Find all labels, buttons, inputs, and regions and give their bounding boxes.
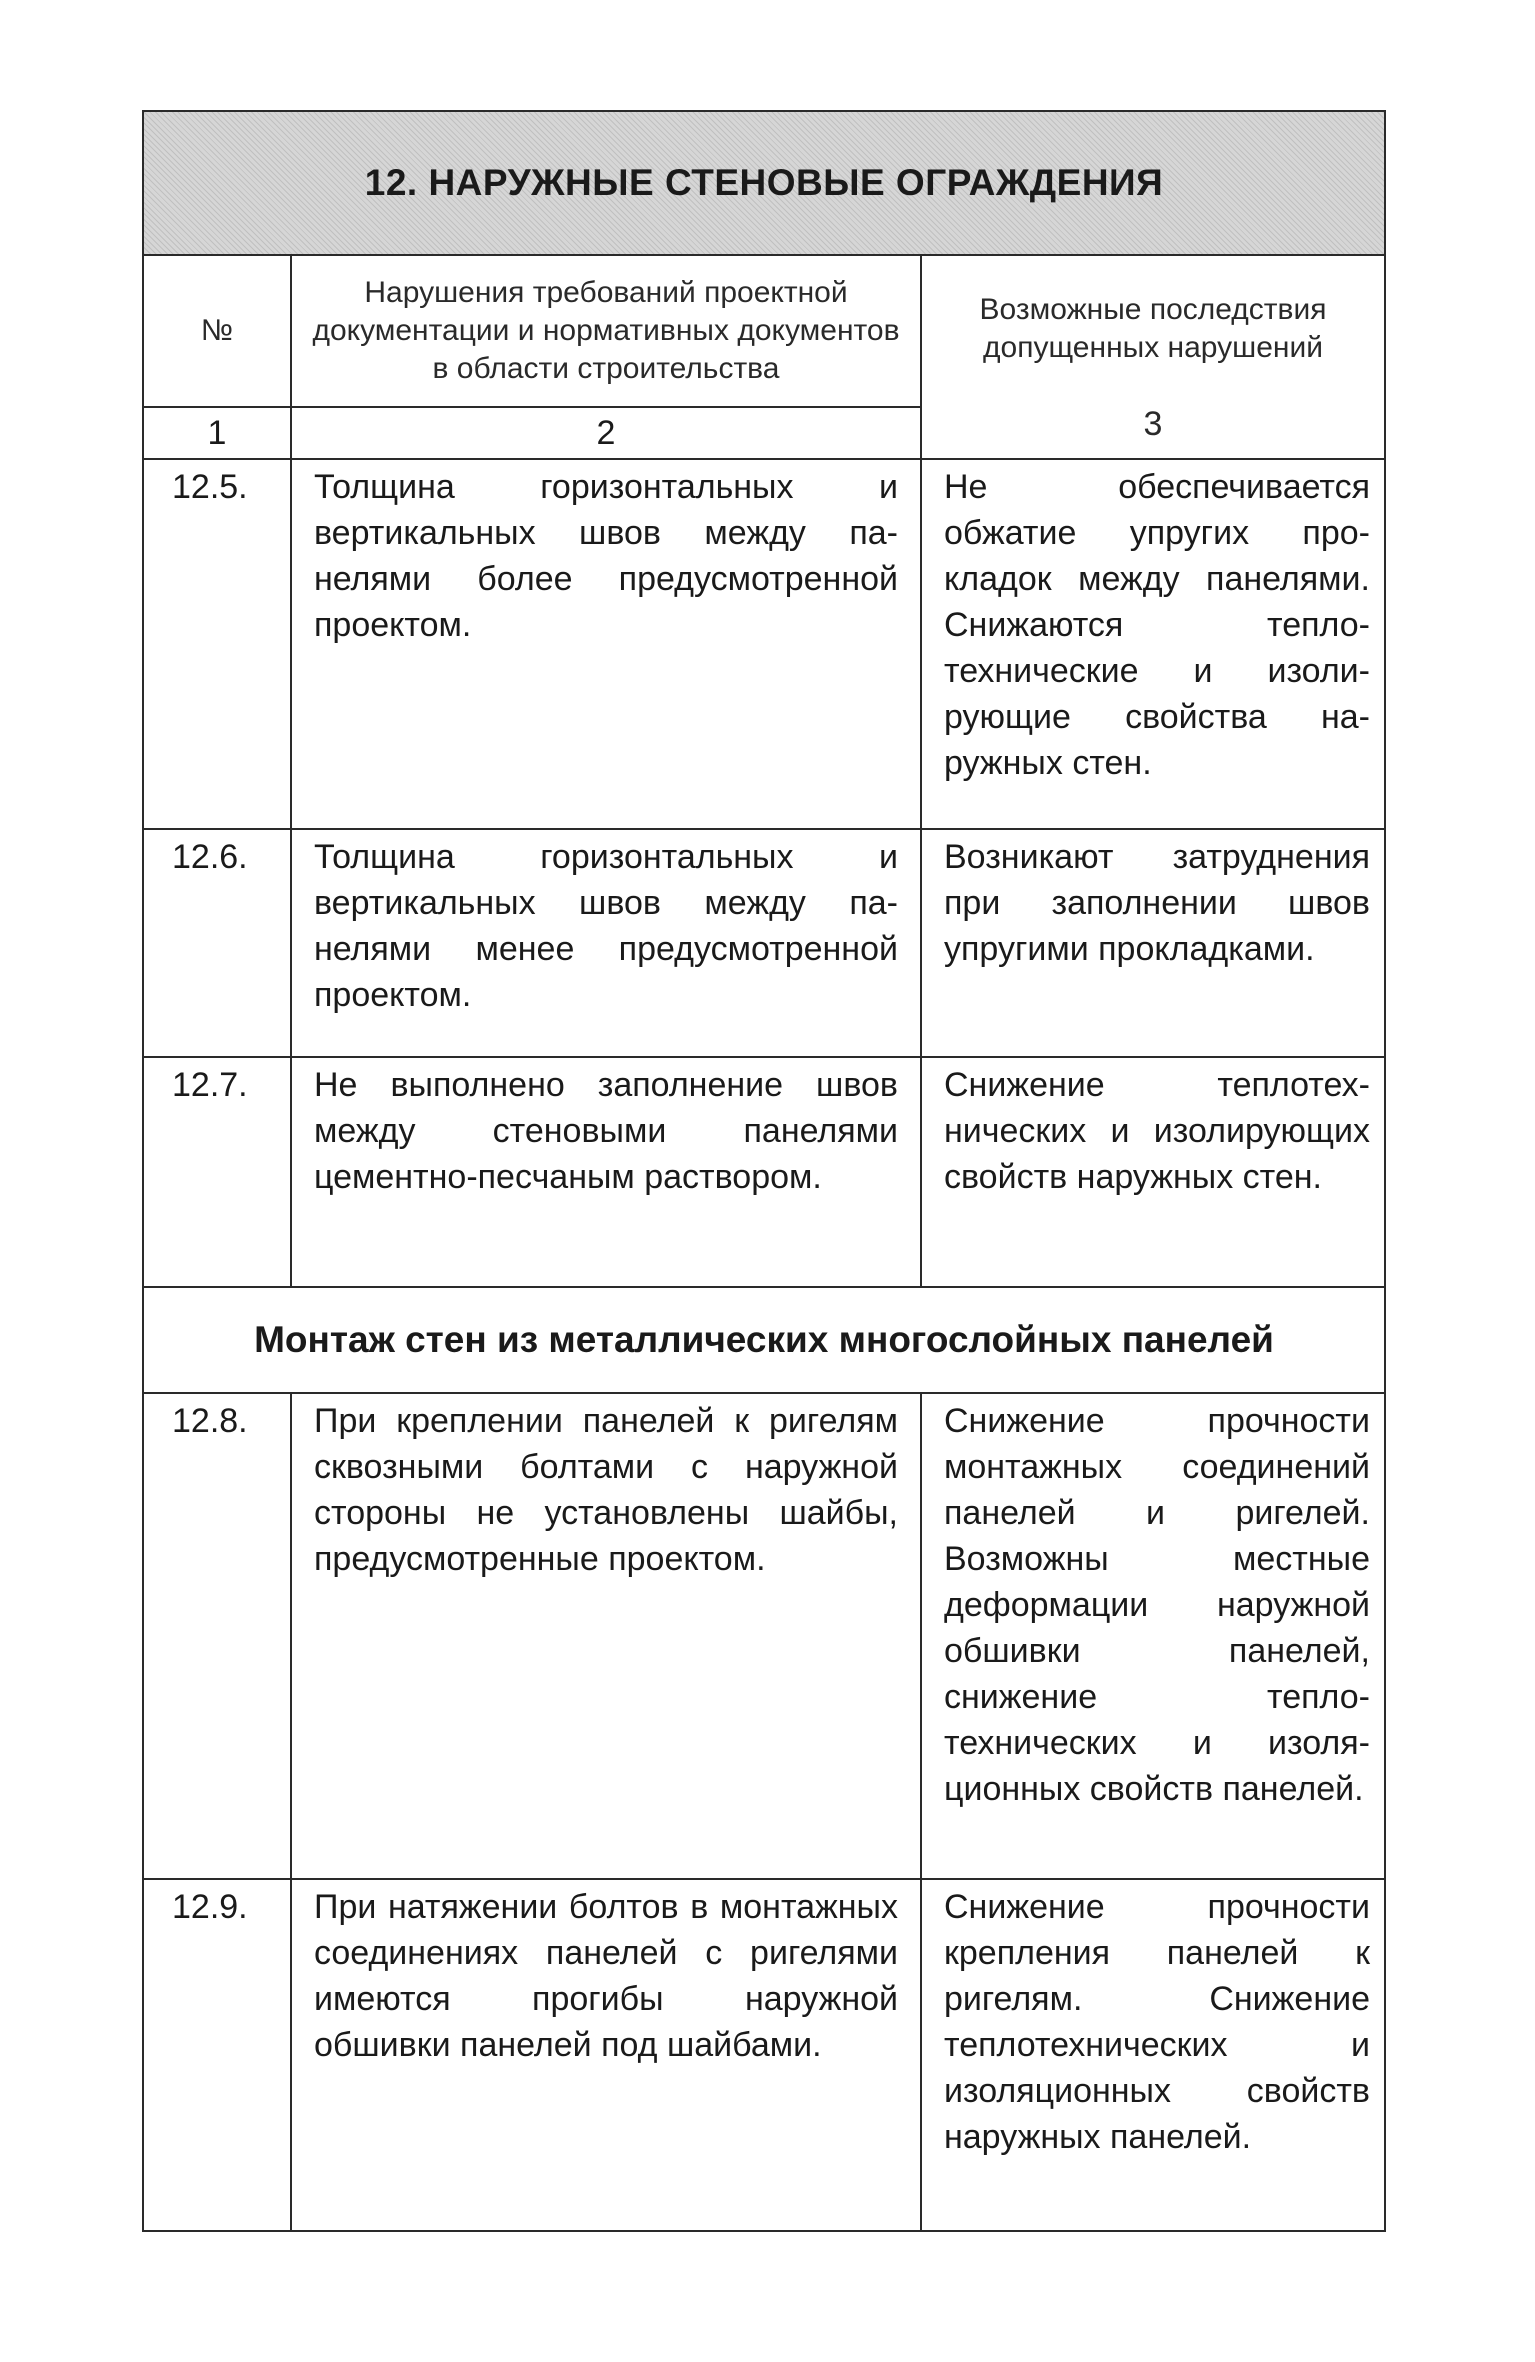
title-row — [143, 111, 1385, 255]
row-violation: Толщина горизонтальных и вертикальных швов между панелями менее предусмотренной проектом. — [291, 829, 921, 1057]
table-row — [143, 829, 1385, 1057]
row-violation: Толщина горизонтальных и вертикальных швов между панелями более предусмотренной проектом. — [291, 459, 921, 829]
row-consequence: Возникают затруднения при заполнении швов упругими прокладками. — [921, 829, 1385, 1057]
row-consequence: Снижение прочности монтажных соединений панелей и ригелей. Возможны местные деформации наружной обшивки панелей, снижение теплотехнических и изоляционных свойств панелей. — [921, 1393, 1385, 1879]
header-number: № — [143, 255, 291, 407]
table-row — [143, 459, 1385, 829]
row-consequence: Снижение прочности крепления панелей к ригелям. Снижение теплотехнических и изоляционных свойств наружных панелей. — [921, 1879, 1385, 2231]
row-violation: При натяжении болтов в монтажных соединениях панелей с ригелями имеются прогибы наружной обшивки панелей под шайбами. — [291, 1879, 921, 2231]
row-number: 12.6. — [143, 829, 291, 1057]
column-number-3: 3 — [1143, 405, 1163, 443]
row-consequence: Не обеспечивается обжатие упругих прокладок между панелями. Снижаются теплотехнические и изолирующие свойства наружных стен. — [921, 459, 1385, 829]
row-number: 12.5. — [143, 459, 291, 829]
table-title: 12. НАРУЖНЫЕ СТЕНОВЫЕ ОГРАЖДЕНИЯ — [143, 111, 1385, 255]
table-row — [143, 1393, 1385, 1879]
row-violation: При креплении панелей к ригелям сквозными болтами с наружной стороны не установлены шайбы, предусмотренные проектом. — [291, 1393, 921, 1879]
defects-table — [142, 110, 1386, 2232]
row-violation: Не выполнено заполнение швов между стеновыми панелями цементно-песчаным раствором. — [291, 1057, 921, 1287]
row-number: 12.7. — [143, 1057, 291, 1287]
header-consequence-text: Возможные последствия допущенных нарушений — [979, 293, 1327, 364]
header-consequence — [921, 255, 1385, 459]
header-row — [143, 255, 1385, 407]
table-row — [143, 1879, 1385, 2231]
section-heading: Монтаж стен из металлических многослойных панелей — [143, 1287, 1385, 1393]
row-number: 12.8. — [143, 1393, 291, 1879]
row-consequence: Снижение теплотехнических и изолирующих свойств наружных стен. — [921, 1057, 1385, 1287]
header-violation: Нарушения требований проектной документации и нормативных документов в области строительства — [291, 255, 921, 407]
column-number-2: 2 — [291, 407, 921, 459]
column-number-1: 1 — [143, 407, 291, 459]
row-number: 12.9. — [143, 1879, 291, 2231]
table-row — [143, 1057, 1385, 1287]
section-row — [143, 1287, 1385, 1393]
